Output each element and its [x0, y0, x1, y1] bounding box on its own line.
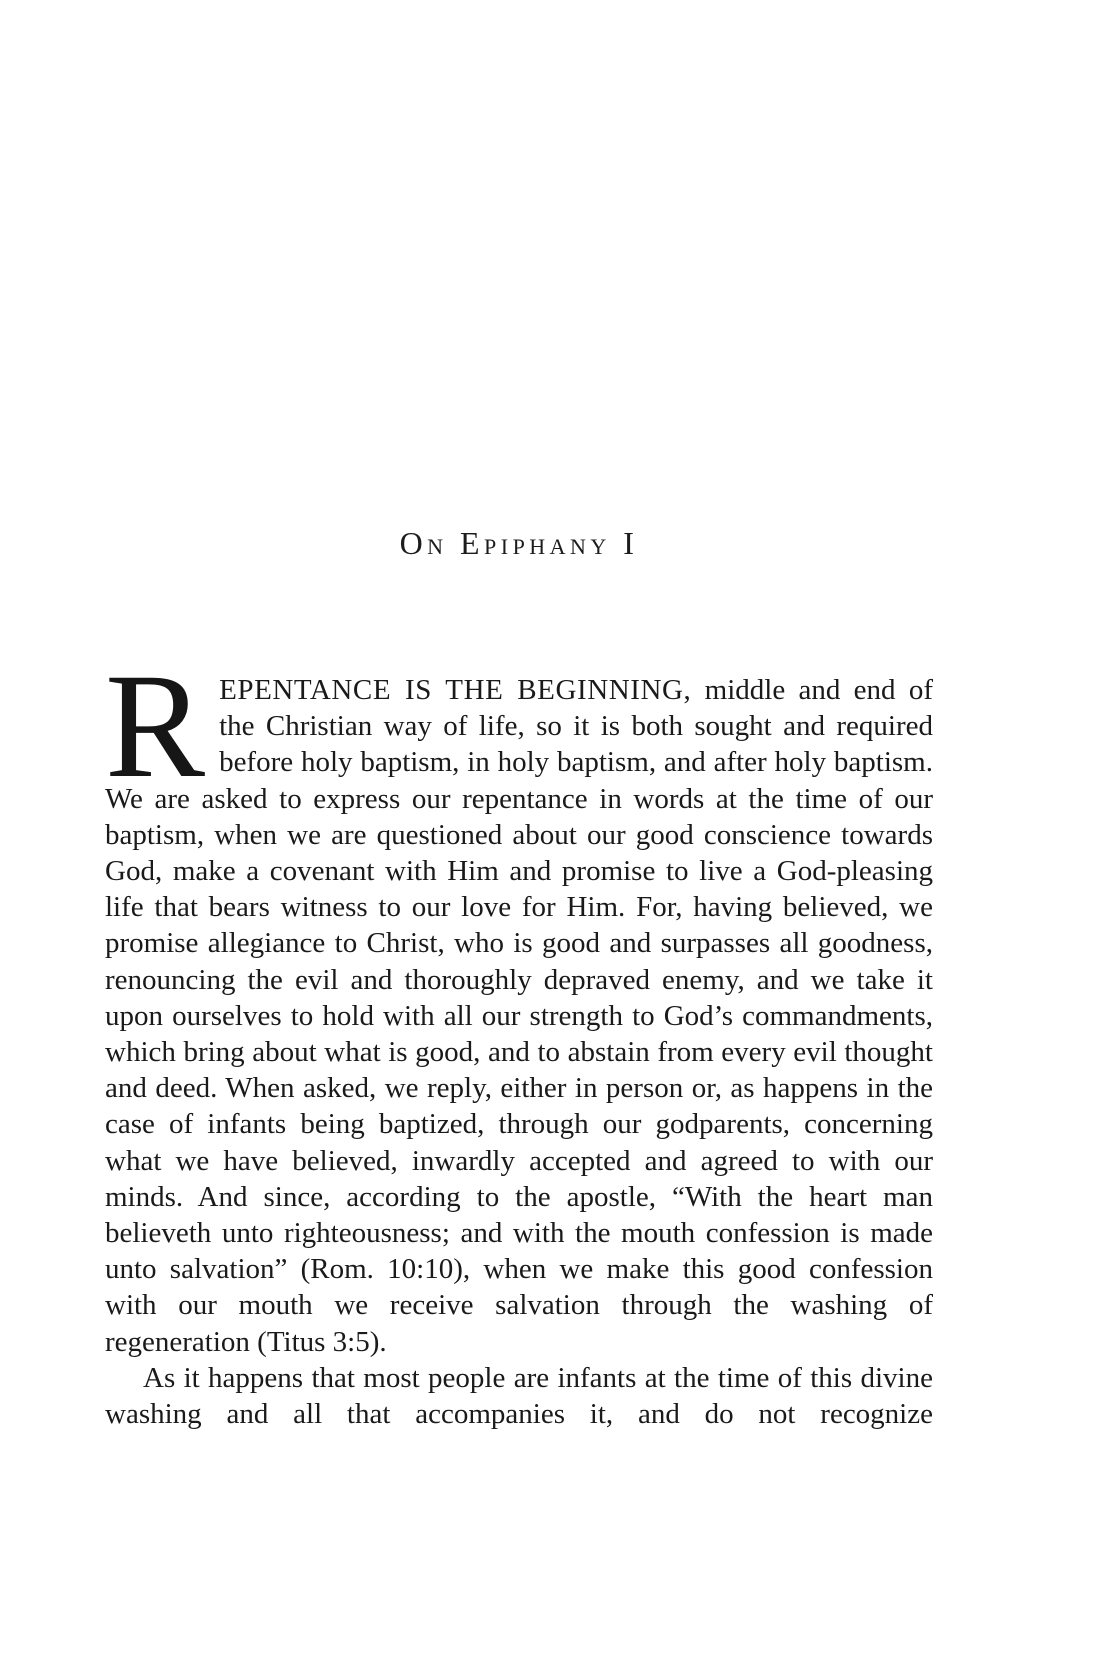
drop-cap: R [105, 643, 206, 809]
lead-caps-text: EPENTANCE IS THE BEGINNING, [219, 674, 692, 706]
paragraph: As it happens that most people are infants at the time of this divine washing and all that accompanies it, and do not recognize [105, 1361, 933, 1431]
chapter-body [105, 643, 933, 1432]
paragraph-text: middle and end of the Christian way of life, so it is both sought and required before holy baptism, in holy baptism, and after holy baptism. We are asked to express our repentance in words at the time of our baptism, when we are questioned about our good conscience towards God, make a covenant with Him and promise to live a God-pleasing life that bears witness to our love for Him. For, having believed, we promise allegiance to Christ, who is good and surpasses all goodness, renouncing the evil and thoroughly depraved enemy, and we take it upon ourselves to hold with all our strength to God’s commandments, which bring about what is good, and to abstain from every evil thought and deed. When asked, we reply, either in person or, as happens in the case of infants being baptized, through our godparents, concerning what we have believed, inwardly accepted and agreed to with our minds. And since, according to the apostle, “With the heart man believeth unto righteousness; and with the mouth confession is made unto salvation” (Rom. 10:10), when we make this good confession with our mouth we receive salvation through the washing of regeneration (Titus 3:5). [105, 674, 933, 1358]
paragraph [105, 643, 933, 1360]
chapter-title: On Epiphany I [399, 525, 639, 561]
